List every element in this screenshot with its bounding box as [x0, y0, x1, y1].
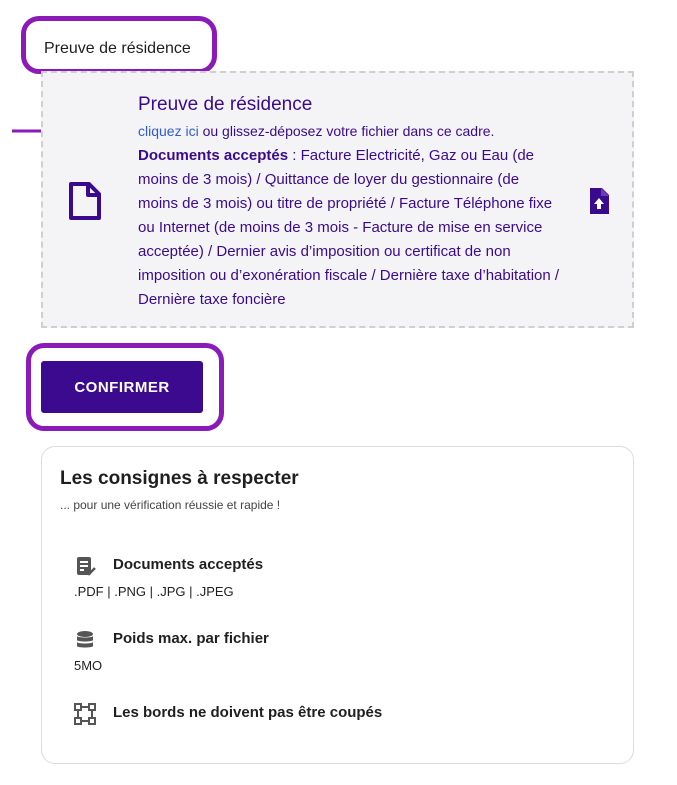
guidelines-title: Les consignes à respecter: [60, 468, 299, 489]
field-label-highlight: [21, 16, 217, 74]
browse-file-link[interactable]: cliquez ici: [138, 123, 199, 139]
accepted-documents-label: Documents acceptés: [138, 147, 289, 164]
file-dropzone[interactable]: [41, 71, 634, 328]
dropzone-instruction-line: [138, 120, 563, 142]
guideline-title: Les bords ne doivent pas être coupés: [113, 704, 383, 721]
accepted-documents-list: : Facture Electricité, Gaz ou Eau (de moins de 3 mois) / Quittance de loyer du gestionnaire (de moins de 3 mois) ou titre de propriété / Facture Téléphone fixe ou Internet (de moins de 3 mois - Facture de mise en service acceptée) / Dernier avis d’imposition ou certificat de non imposition ou d’exonération fiscale / Dernière taxe d’habitation / Dernière taxe foncière: [138, 147, 560, 308]
crop-frame-icon: [74, 703, 96, 725]
dropzone-instruction: ou glissez-déposez votre fichier dans ce cadre.: [198, 123, 495, 139]
guideline-value: 5MO: [74, 658, 103, 673]
database-icon: [74, 629, 96, 651]
guidelines-card: [41, 446, 634, 764]
dropzone-title: Preuve de résidence: [138, 94, 313, 115]
document-check-icon: [74, 555, 96, 577]
guideline-value: .PDF | .PNG | .JPG | .JPEG: [74, 584, 234, 599]
guidelines-subtitle: ... pour une vérification réussie et rapide !: [60, 498, 281, 512]
guideline-title: Poids max. par fichier: [113, 630, 269, 647]
file-upload-icon[interactable]: [588, 187, 610, 215]
file-icon: [67, 181, 103, 221]
dropzone-text: [138, 93, 563, 312]
guideline-title: Documents acceptés: [113, 556, 264, 573]
confirm-button[interactable]: CONFIRMER: [41, 361, 203, 413]
accepted-documents-text: [138, 144, 563, 312]
field-label: Preuve de résidence: [44, 40, 191, 57]
